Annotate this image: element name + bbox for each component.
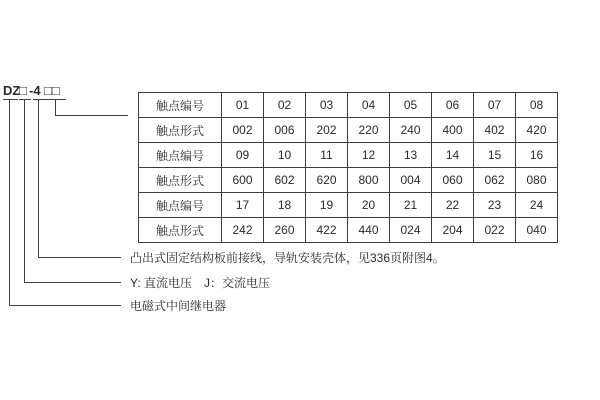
- row-label: 触点编号: [139, 93, 222, 118]
- table-cell: 12: [348, 143, 390, 168]
- table-cell: 420: [516, 118, 558, 143]
- row-label: 触点形式: [139, 118, 222, 143]
- table-cell: 024: [390, 218, 432, 243]
- table-cell: 240: [390, 118, 432, 143]
- table-cell: 202: [306, 118, 348, 143]
- table-cell: 23: [474, 193, 516, 218]
- table-cell: 09: [222, 143, 264, 168]
- table-cell: 14: [432, 143, 474, 168]
- table-row: [139, 218, 558, 243]
- table-cell: 10: [264, 143, 306, 168]
- table-cell: 022: [474, 218, 516, 243]
- leader-line-structure-horizontal: [38, 257, 121, 258]
- table-cell: 24: [516, 193, 558, 218]
- table-cell: 08: [516, 93, 558, 118]
- table-cell: 11: [306, 143, 348, 168]
- table-cell: 01: [222, 93, 264, 118]
- table-cell: 17: [222, 193, 264, 218]
- table-cell: 04: [348, 93, 390, 118]
- table-cell: 062: [474, 168, 516, 193]
- underline-prefix: [3, 99, 18, 100]
- table-row: [139, 93, 558, 118]
- table-cell: 006: [264, 118, 306, 143]
- row-label: 触点编号: [139, 143, 222, 168]
- table-cell: 004: [390, 168, 432, 193]
- table-cell: 03: [306, 93, 348, 118]
- table-cell: 400: [432, 118, 474, 143]
- table-cell: 242: [222, 218, 264, 243]
- table-cell: 20: [348, 193, 390, 218]
- table-row: [139, 168, 558, 193]
- leader-line-type-horizontal: [9, 305, 121, 306]
- table-cell: 600: [222, 168, 264, 193]
- table-cell: 02: [264, 93, 306, 118]
- row-label: 触点形式: [139, 218, 222, 243]
- table-cell: 22: [432, 193, 474, 218]
- table-row: [139, 143, 558, 168]
- table-cell: 402: [474, 118, 516, 143]
- leader-line-voltage-horizontal: [24, 282, 121, 283]
- table-cell: 13: [390, 143, 432, 168]
- model-code-voltage-box: □: [19, 83, 27, 98]
- underline-voltage-box: [19, 99, 31, 100]
- table-cell: 002: [222, 118, 264, 143]
- note-voltage: Y: 直流电压 J：交流电压: [130, 276, 271, 290]
- leader-line-contacts-horizontal: [55, 115, 128, 116]
- table-cell: 800: [348, 168, 390, 193]
- table-cell: 602: [264, 168, 306, 193]
- table-cell: 07: [474, 93, 516, 118]
- row-label: 触点编号: [139, 193, 222, 218]
- table-row: [139, 118, 558, 143]
- table-cell: 620: [306, 168, 348, 193]
- model-code-prefix: DZ: [3, 83, 21, 98]
- note-type: 电磁式中间继电器: [130, 299, 227, 313]
- table-cell: 204: [432, 218, 474, 243]
- table-cell: 440: [348, 218, 390, 243]
- table-cell: 040: [516, 218, 558, 243]
- table-cell: 21: [390, 193, 432, 218]
- table-row: [139, 193, 558, 218]
- row-label: 触点形式: [139, 168, 222, 193]
- contact-code-table-body: [139, 93, 558, 243]
- leader-line-structure-vertical: [38, 99, 39, 258]
- table-cell: 06: [432, 93, 474, 118]
- table-cell: 080: [516, 168, 558, 193]
- model-code-contact-boxes: □□: [44, 83, 60, 98]
- table-cell: 05: [390, 93, 432, 118]
- leader-line-voltage-vertical: [24, 99, 25, 283]
- leader-line-type-vertical: [9, 99, 10, 306]
- model-code-series: -4: [29, 83, 41, 98]
- table-cell: 260: [264, 218, 306, 243]
- contact-code-table: [138, 92, 558, 243]
- table-cell: 16: [516, 143, 558, 168]
- table-cell: 220: [348, 118, 390, 143]
- table-cell: 19: [306, 193, 348, 218]
- table-cell: 060: [432, 168, 474, 193]
- table-cell: 422: [306, 218, 348, 243]
- table-cell: 15: [474, 143, 516, 168]
- leader-line-contacts-vertical: [55, 99, 56, 116]
- table-cell: 18: [264, 193, 306, 218]
- note-structure: 凸出式固定结构板前接线，导轨安装壳体，见336页附图4。: [130, 251, 445, 265]
- underline-series: [33, 99, 45, 100]
